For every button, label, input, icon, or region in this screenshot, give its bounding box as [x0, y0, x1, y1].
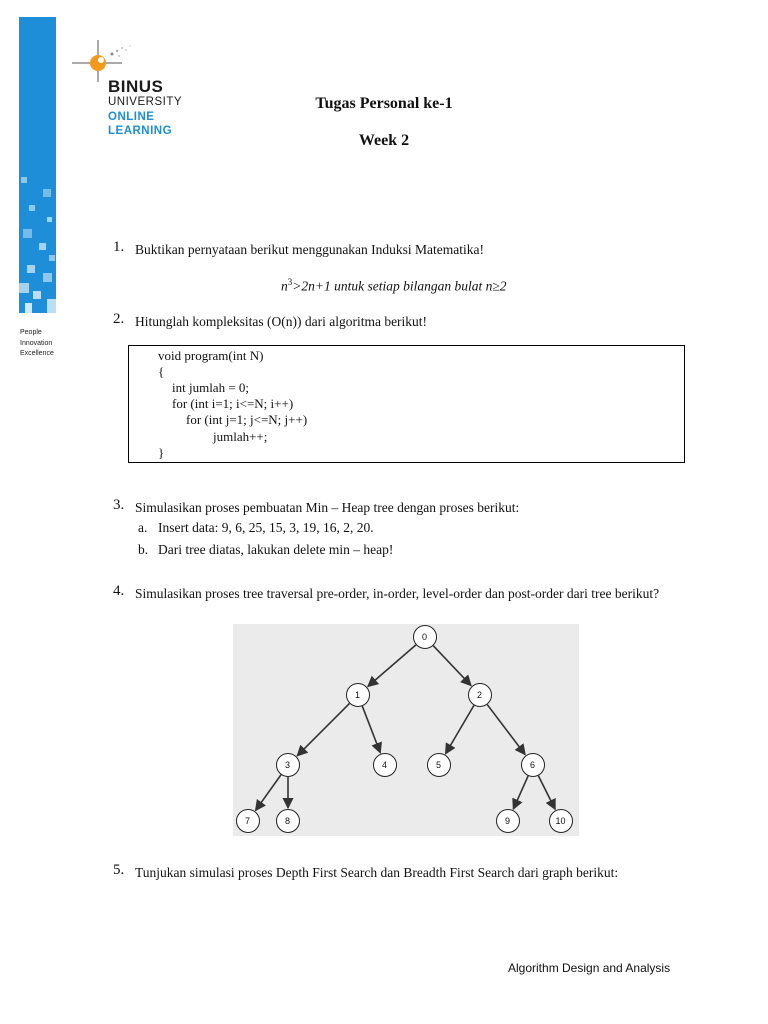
tagline-line: Innovation [20, 339, 53, 347]
sub-item-text: Insert data: 9, 6, 25, 15, 3, 19, 16, 2, 20. [158, 520, 374, 535]
tagline-line: Excellence [20, 350, 54, 357]
induction-formula [281, 277, 507, 295]
tree-node: 10 [549, 809, 573, 833]
code-line: for (int j=1; j<=N; j++) [186, 412, 308, 427]
question-text: Hitunglah kompleksitas (O(n)) dari algoritma berikut! [135, 314, 428, 329]
binary-tree-diagram [233, 624, 579, 836]
tree-node: 3 [276, 753, 300, 777]
tree-node: 7 [236, 809, 260, 833]
question-number: 2. [113, 311, 125, 327]
footer-course-name: Algorithm Design and Analysis [508, 961, 671, 975]
logo-line-university: UNIVERSITY [108, 96, 183, 108]
code-line: { [158, 364, 165, 379]
question-text: Tunjukan simulasi proses Depth First Search dan Breadth First Search dari graph berikut: [135, 865, 619, 880]
tree-node: 1 [346, 683, 370, 707]
formula-rest: >2n+1 untuk setiap bilangan bulat n≥2 [292, 278, 507, 294]
sub-item-label: b. [138, 542, 149, 557]
sidebar-decoration [19, 17, 56, 313]
question-number: 4. [113, 583, 125, 599]
tree-node: 6 [521, 753, 545, 777]
logo-brand: BINUS [108, 77, 164, 96]
page-subtitle: Week 2 [358, 132, 410, 149]
tree-node: 8 [276, 809, 300, 833]
tree-edges [233, 624, 579, 836]
sub-item-text: Dari tree diatas, lakukan delete min – heap! [158, 542, 394, 557]
tree-node: 9 [496, 809, 520, 833]
tree-node: 4 [373, 753, 397, 777]
tagline-line: People [20, 329, 42, 336]
question-text: Buktikan pernyataan berikut menggunakan Induksi Matematika! [135, 242, 485, 257]
code-line: void program(int N) [158, 348, 264, 363]
question-text: Simulasikan proses pembuatan Min – Heap tree dengan proses berikut: [135, 500, 520, 515]
question-number: 3. [113, 497, 125, 513]
tree-node: 2 [468, 683, 492, 707]
page-title: Tugas Personal ke-1 [315, 95, 453, 112]
question-number: 5. [113, 862, 125, 878]
question-number: 1. [113, 239, 125, 255]
formula-base: n [281, 278, 288, 294]
code-block [128, 345, 685, 463]
logo-line-online: ONLINE [108, 111, 155, 123]
logo-line-learning: LEARNING [108, 125, 173, 137]
code-line: for (int i=1; i<=N; i++) [172, 396, 294, 411]
code-line: jumlah++; [213, 429, 268, 444]
formula-exponent: 3 [287, 277, 293, 287]
code-line: int jumlah = 0; [172, 380, 250, 395]
tagline [20, 328, 54, 360]
sub-item-label: a. [138, 520, 148, 535]
question-text: Simulasikan proses tree traversal pre-order, in-order, level-order dan post-order dari tree berikut? [135, 586, 660, 601]
code-line: } [158, 445, 165, 460]
tree-node: 0 [413, 625, 437, 649]
tree-node: 5 [427, 753, 451, 777]
